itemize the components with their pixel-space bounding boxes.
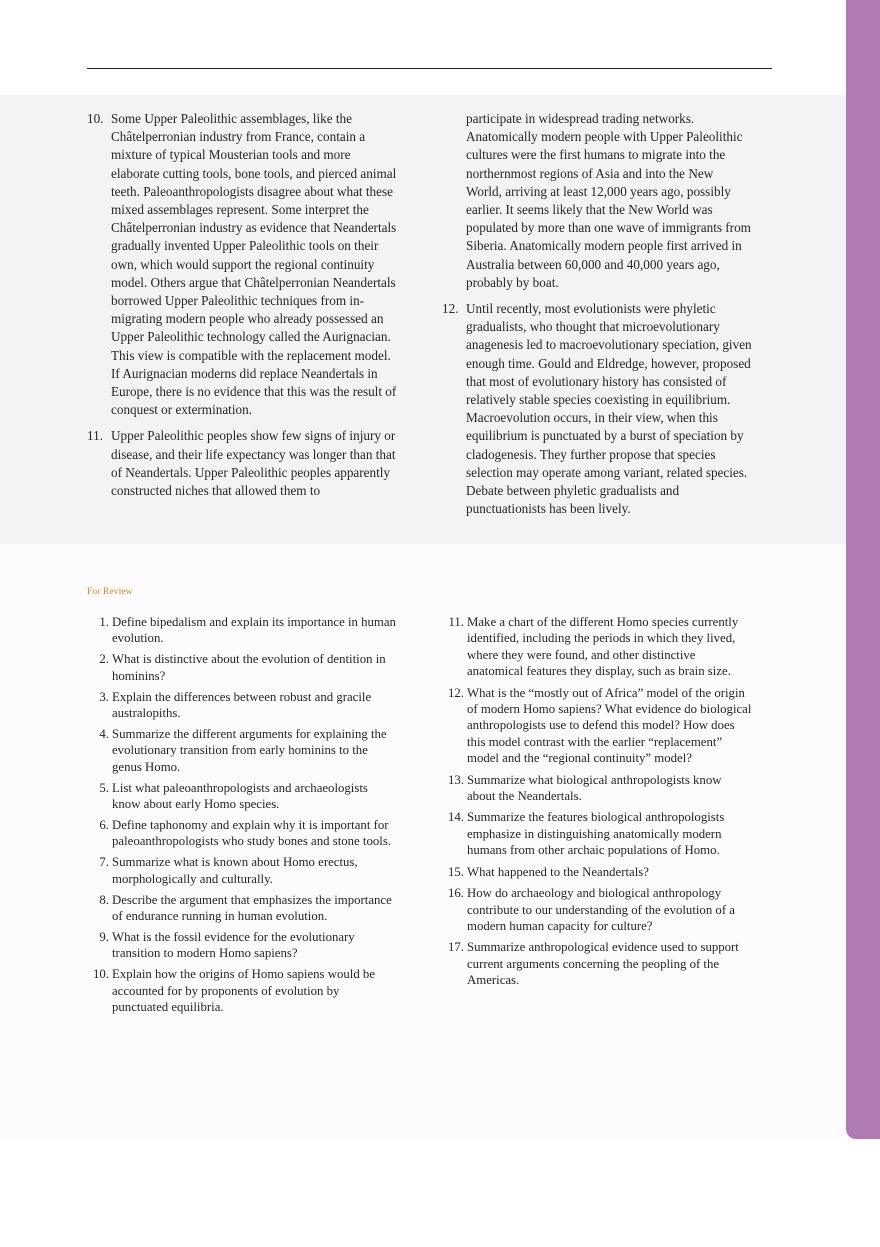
summary-item-number: 10. — [87, 111, 104, 126]
question-text: Make a chart of the different Homo species currently identified, including the periods in which they lived, where they were found, and other distinctive anatomical features they display, such as brain size. — [467, 615, 739, 679]
summary-item-number: 11. — [87, 428, 103, 444]
review-question — [442, 614, 752, 680]
question-text: Define bipedalism and explain its importance in human evolution. — [112, 615, 396, 646]
question-number: 1. — [99, 615, 109, 629]
question-text: How do archaeology and biological anthropology contribute to our understanding of the evolution of a modern human capacity for culture? — [467, 886, 735, 933]
question-text: What is the “mostly out of Africa” model of the origin of modern Homo sapiens? What evidence do biological anthropologists use to defend this model? How does this model contrast with the earlier “replacement” model and the “regional continuity” model? — [467, 685, 752, 766]
question-text: What is the fossil evidence for the evolutionary transition to modern Homo sapiens? — [112, 929, 355, 961]
review-question — [87, 726, 397, 775]
summary-item-text: Upper Paleolithic peoples show few signs of injury or disease, and their life expectancy was longer than that of Neandertals. Upper Paleolithic peoples apparently constructed niches that allowed them to — [111, 428, 396, 499]
question-text: Explain the differences between robust and gracile australopiths. — [112, 689, 372, 721]
question-number: 11. — [448, 615, 464, 629]
chapter-side-tab — [846, 0, 880, 1139]
question-number: 2. — [99, 652, 109, 667]
review-question — [442, 809, 752, 858]
review-heading: For Review — [87, 587, 133, 597]
question-text: List what paleoanthropologists and archaeologists know about early Homo species. — [112, 780, 368, 812]
summary-item-text: Some Upper Paleolithic assemblages, like the Châtelperronian industry from France, contain a mixture of typical Mousterian tools and more elaborate cutting tools, bone tools, and pierced animal teeth. Paleoanthropologists disagree about what these mixed assemblages represent. Some interpret the Châtelperronian industry as evidence that Neandertals gradually invented Upper Paleolithic tools on their own, which would support the regional continuity model. Others argue that Châtelperronian Neandertals borrowed Upper Paleolithic techniques from in-migrating modern people who already possessed an Upper Paleolithic technology called the Aurignacian. This view is compatible with the replacement model. If Aurignacian moderns did replace Neandertals in Europe, there is no evidence that this was the result of conquest or extermination. — [111, 111, 397, 418]
summary-continuation-text: participate in widespread trading networks. Anatomically modern people with Upper Paleolithic cultures were the first humans to migrate into the northernmost regions of Asia and into the New World, arriving at least 12,000 years ago, possibly earlier. It seems likely that the New World was populated by more than one wave of immigrants from Siberia. Anatomically modern people first arrived in Australia between 60,000 and 40,000 years ago, probably by boat. — [466, 111, 751, 290]
review-question — [87, 780, 397, 813]
header-rule — [87, 68, 772, 69]
question-text: What happened to the Neandertals? — [467, 864, 649, 879]
review-left-column — [87, 614, 397, 1015]
review-question — [87, 854, 397, 887]
question-text: Summarize the different arguments for explaining the evolutionary transition from early hominins to the genus Homo. — [112, 726, 387, 774]
review-right-column — [442, 614, 752, 989]
question-text: What is distinctive about the evolution of dentition in hominins? — [112, 652, 386, 683]
question-number: 9. — [99, 929, 109, 944]
review-question — [87, 651, 397, 684]
question-number: 3. — [99, 689, 109, 704]
question-text: Summarize what is known about Homo erectus, morphologically and culturally. — [112, 855, 358, 886]
question-number: 16. — [448, 886, 464, 901]
question-text: Summarize the features biological anthropologists emphasize in distinguishing anatomically modern humans from other archaic populations of Homo. — [467, 810, 725, 858]
question-number: 4. — [99, 726, 109, 741]
review-question — [87, 892, 397, 925]
question-text: Summarize anthropological evidence used to support current arguments concerning the peopling of the Americas. — [467, 940, 739, 988]
review-question — [87, 966, 397, 1015]
question-number: 14. — [448, 810, 464, 825]
question-number: 5. — [99, 780, 109, 795]
review-question — [442, 685, 752, 767]
review-question — [87, 689, 397, 722]
review-question — [442, 885, 752, 934]
question-number: 12. — [448, 685, 464, 700]
question-number: 7. — [99, 855, 109, 870]
review-question — [87, 614, 397, 647]
question-number: 17. — [448, 940, 464, 955]
summary-item-number: 12. — [442, 301, 459, 317]
review-question — [442, 772, 752, 805]
question-text: Define taphonomy and explain why it is important for paleoanthropologists who study bones and stone tools. — [112, 817, 392, 849]
question-text: Summarize what biological anthropologists know about the Neandertals. — [467, 772, 722, 804]
summary-item — [87, 427, 399, 500]
question-number: 10. — [93, 967, 109, 982]
review-question — [442, 939, 752, 988]
question-text: Describe the argument that emphasizes the importance of endurance running in human evolution. — [112, 892, 392, 923]
summary-item — [442, 300, 752, 518]
summary-left-column — [87, 110, 399, 500]
question-number: 13. — [448, 772, 464, 787]
question-number: 6. — [99, 817, 109, 832]
review-question — [442, 864, 752, 880]
review-question — [87, 929, 397, 962]
question-number: 8. — [99, 892, 109, 907]
summary-item — [87, 110, 399, 419]
question-number: 15. — [448, 864, 464, 879]
summary-right-column — [442, 110, 752, 518]
summary-item-text: Until recently, most evolutionists were phyletic gradualists, who thought that microevolutionary anagenesis led to macroevolutionary speciation, given enough time. Gould and Eldredge, however, proposed that most of evolutionary history has consisted of relatively stable species coexisting in equilibrium. Macroevolution occurs, in their view, when this equilibrium is punctuated by a burst of speciation by cladogenesis. They further propose that species selection may operate among variant, related species. Debate between phyletic gradualists and punctuationists has been lively. — [466, 301, 752, 517]
question-text: Explain how the origins of Homo sapiens would be accounted for by proponents of evolution by punctuated equilibria. — [112, 967, 376, 1015]
review-question — [87, 817, 397, 850]
